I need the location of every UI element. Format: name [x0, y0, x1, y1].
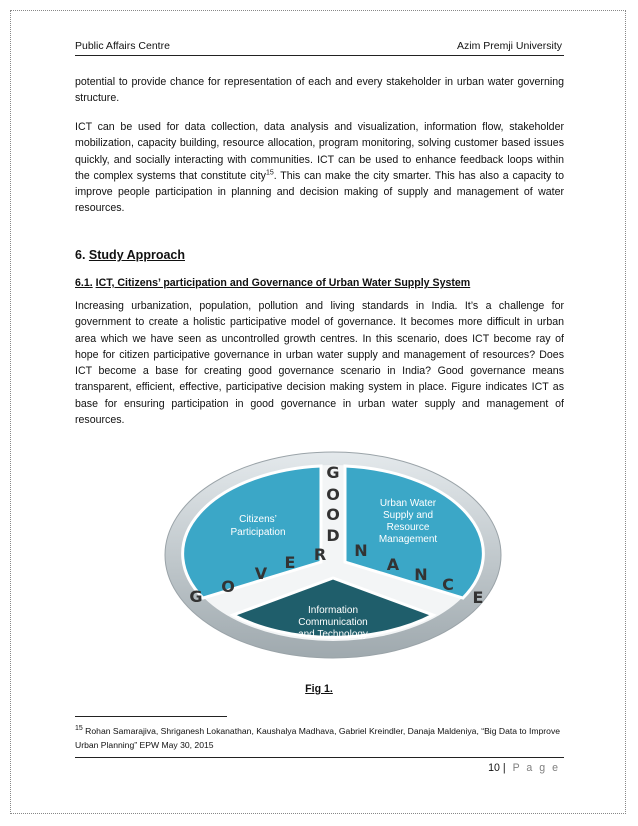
footnote: [75, 724, 564, 752]
letter-g: G: [189, 587, 203, 606]
urban-label-2: Supply and: [382, 510, 434, 521]
paragraph-text: potential to provide chance for representation of each and every stakeholder in urban water governing structure.: [75, 76, 564, 105]
letter-g: G: [326, 463, 340, 482]
letter-o: O: [221, 577, 235, 596]
governance-diagram: [163, 450, 503, 660]
section-heading: [75, 248, 185, 262]
header-right: Azim Premji University: [456, 40, 562, 52]
paragraph-text: Increasing urbanization, population, pollution and living standards in India. It’s a challenge for government to create a holistic participative model of governance. It becomes more difficult in urban area which we have seen as uncontrolled growth centres. In this scenario, does ICT become ray of hope for citizen participative governance in urban water supply and management of resources? Does ICT become a base for creating good governance scenario in India? Good governance means transparent, efficient, effective, participative decision making system in place. Figure indicates ICT as base for ensuring participation in good governance in urban water supply and management of resources.: [75, 300, 564, 427]
ict-label-3: and Technology: [298, 629, 368, 640]
letter-e: E: [284, 553, 296, 572]
letter-o: O: [326, 485, 340, 504]
footnote-text: Rohan Samarajiva, Shriganesh Lokanathan, Kaushalya Madhava, Gabriel Kreindler, Danaja Maldeniya, “Big Data to Improve Urban Planning” EPW May 30, 2015: [75, 726, 561, 750]
ict-label-1: Information: [307, 605, 359, 616]
letter-o: O: [326, 505, 340, 524]
citizens-label-1: Citizens’: [239, 514, 277, 525]
section-number: 6.: [75, 248, 86, 262]
letter-d: D: [326, 526, 340, 545]
paragraph-ict: [75, 119, 564, 217]
urban-label-1: Urban Water: [379, 498, 437, 509]
footnote-reference[interactable]: 15: [265, 169, 274, 177]
paragraph-continuation: [75, 74, 564, 107]
header-left: Public Affairs Centre: [75, 40, 170, 52]
page-separator: |: [502, 762, 506, 774]
paragraph-text: . This can make the city smarter. This has also a capacity to improve people participation in planning and decision making of supply and management of water resources.: [75, 169, 564, 215]
footnote-number: 15: [75, 725, 83, 733]
letter-n: N: [414, 565, 428, 584]
paragraph-urbanization: [75, 298, 564, 428]
urban-label-4: Management: [378, 534, 438, 545]
letter-a: A: [386, 555, 400, 574]
figure-caption: Fig 1.: [305, 683, 333, 695]
page-number-value: 10: [488, 762, 500, 774]
citizens-label-2: Participation: [230, 527, 286, 538]
letter-c: C: [442, 575, 454, 594]
footer-rule: [75, 757, 564, 758]
letter-e: E: [472, 588, 484, 607]
section-title: Study Approach: [88, 248, 185, 262]
letter-v: V: [254, 564, 268, 583]
header-rule: [75, 55, 564, 56]
subsection-title: ICT, Citizens’ participation and Governance of Urban Water Supply System: [95, 277, 471, 289]
urban-label-3: Resource: [386, 522, 430, 533]
paragraph-text: ICT can be used for data collection, data analysis and visualization, information flow, stakeholder mobilization, capacity building, resource allocation, program monitoring, solving customer based issues quickly, and socially interacting with communities. ICT can be used to enhance feedback loops within the complex systems that constitute city: [75, 121, 564, 182]
ict-label-2: Communication: [298, 617, 368, 628]
page-number: [488, 762, 560, 774]
letter-r: R: [313, 545, 327, 564]
subsection-heading: [75, 277, 470, 289]
subsection-number: 6.1.: [75, 277, 93, 289]
letter-n: N: [354, 541, 368, 560]
footnote-rule: [75, 716, 227, 717]
page-label: P a g e: [512, 762, 560, 774]
